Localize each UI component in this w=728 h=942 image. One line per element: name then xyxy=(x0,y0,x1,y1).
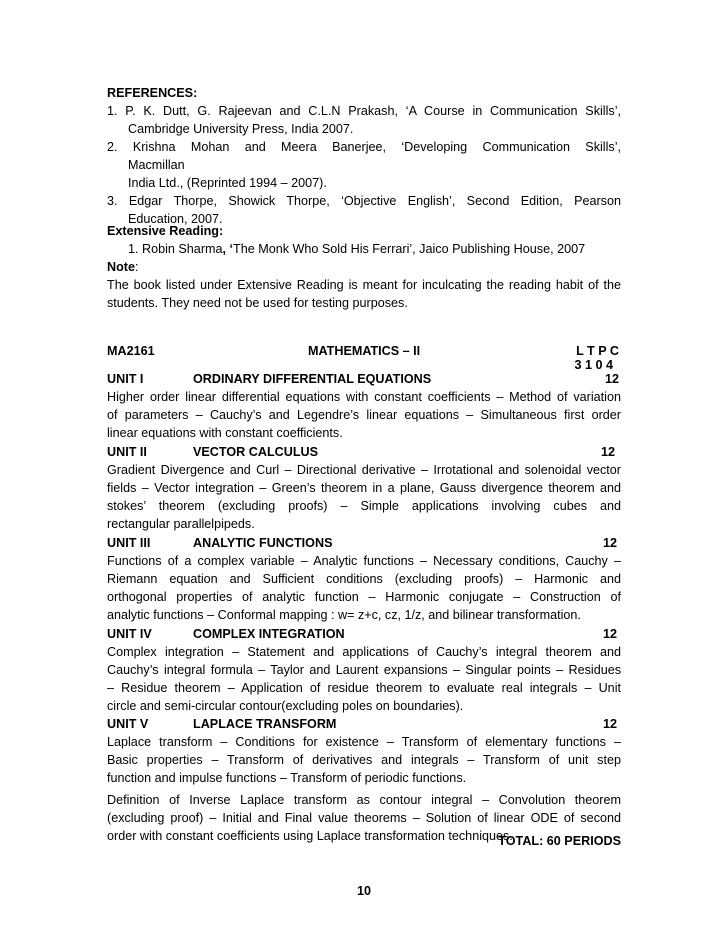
unit-3-line-3: orthogonal properties of analytic function – Harmonic conjugate – Construction of xyxy=(107,590,621,604)
unit-2-header xyxy=(107,443,621,461)
note-section xyxy=(107,258,621,312)
unit-5-line-3: function and impulse functions – Transform of periodic functions. xyxy=(107,771,467,785)
unit-1-section xyxy=(107,370,621,442)
reference-2-line-2: Macmillan xyxy=(128,158,185,172)
unit-2-section xyxy=(107,443,621,533)
reference-1-line-2: Cambridge University Press, India 2007. xyxy=(128,122,354,136)
extensive-reading-heading: Extensive Reading: xyxy=(107,224,224,238)
unit-5-para2-line-2: (excluding proof) – Initial and Final value theorems – Solution of linear ODE of second xyxy=(107,811,621,825)
unit-3-title: ANALYTIC FUNCTIONS xyxy=(193,536,333,550)
unit-2-title: VECTOR CALCULUS xyxy=(193,445,319,459)
unit-3-header xyxy=(107,534,621,552)
ltpc-label: L T P C xyxy=(576,344,619,358)
reference-2-line-3: India Ltd., (Reprinted 1994 – 2007). xyxy=(128,176,327,190)
unit-4-line-1: Complex integration – Statement and applications of Cauchy’s integral theorem and xyxy=(107,645,621,659)
note-line-2: students. They need not be used for testing purposes. xyxy=(107,296,408,310)
extensive-reading-section xyxy=(107,222,621,258)
ltpc-values: 3 1 0 4 xyxy=(574,358,613,372)
reference-3-line-2: Education, 2007. xyxy=(128,212,223,226)
unit-2-line-4: rectangular parallelpipeds. xyxy=(107,517,255,531)
unit-5-line-2: Basic properties – Transform of derivatives and integrals – Transform of unit step xyxy=(107,753,621,767)
unit-4-line-2: Cauchy’s integral formula – Taylor and Laurent expansions – Singular points – Residues xyxy=(107,663,621,677)
references-section xyxy=(107,84,621,228)
unit-1-line-2: of parameters – Cauchy’s and Legendre’s linear equations – Simultaneous first order xyxy=(107,408,621,422)
unit-1-header xyxy=(107,370,621,388)
reference-2-line-1: 2. Krishna Mohan and Meera Banerjee, ‘Developing Communication Skills’, xyxy=(107,140,621,154)
extensive-item-sep: , ‘ xyxy=(222,242,234,256)
unit-4-label: UNIT IV xyxy=(107,627,152,641)
unit-4-header xyxy=(107,625,621,643)
unit-4-title: COMPLEX INTEGRATION xyxy=(193,627,345,641)
unit-5-title: LAPLACE TRANSFORM xyxy=(193,717,337,731)
unit-2-line-3: stokes’ theorem (excluding proofs) – Simple applications involving cubes and xyxy=(107,499,621,513)
unit-2-label: UNIT II xyxy=(107,445,147,459)
unit-3-line-1: Functions of a complex variable – Analytic functions – Necessary conditions, Cauchy – xyxy=(107,554,621,568)
total-periods: TOTAL: 60 PERIODS xyxy=(498,834,621,848)
references-heading: REFERENCES: xyxy=(107,86,198,100)
note-colon: : xyxy=(135,260,139,274)
unit-3-line-2: Riemann equation and Sufficient conditions (excluding proofs) – Harmonic and xyxy=(107,572,621,586)
unit-5-para2-line-1: Definition of Inverse Laplace transform as contour integral – Convolution theorem xyxy=(107,793,621,807)
unit-5-label: UNIT V xyxy=(107,717,149,731)
unit-4-line-3: – Residue theorem – Application of residue theorem to evaluate real integrals – Unit xyxy=(107,681,621,695)
extensive-reading-item xyxy=(107,240,621,258)
unit-4-line-4: circle and semi-circular contour(excluding poles on boundaries). xyxy=(107,699,464,713)
unit-3-label: UNIT III xyxy=(107,536,151,550)
unit-3-hours: 12 xyxy=(602,536,617,550)
course-code: MA2161 xyxy=(107,344,155,358)
page-number: 10 xyxy=(356,884,371,898)
unit-5-header xyxy=(107,715,621,733)
unit-1-title: ORDINARY DIFFERENTIAL EQUATIONS xyxy=(193,372,432,386)
unit-1-line-3: linear equations with constant coefficients. xyxy=(107,426,343,440)
unit-1-line-1: Higher order linear differential equations with constant coefficients – Method of variation xyxy=(107,390,621,404)
unit-3-section xyxy=(107,534,621,624)
unit-5-line-1: Laplace transform – Conditions for existence – Transform of elementary functions – xyxy=(107,735,621,749)
note-label: Note xyxy=(107,260,135,274)
unit-2-hours: 12 xyxy=(600,445,615,459)
note-line-1: The book listed under Extensive Reading is meant for inculcating the reading habit of the xyxy=(107,278,621,292)
unit-1-hours: 12 xyxy=(604,372,619,386)
reference-3-line-1: 3. Edgar Thorpe, Showick Thorpe, ‘Objective English’, Second Edition, Pearson xyxy=(107,194,621,208)
unit-5-hours: 12 xyxy=(602,717,617,731)
reference-1-line-1: 1. P. K. Dutt, G. Rajeevan and C.L.N Prakash, ‘A Course in Communication Skills’, xyxy=(107,104,621,118)
unit-4-hours: 12 xyxy=(602,627,617,641)
unit-4-section xyxy=(107,625,621,715)
extensive-item-title: The Monk Who Sold His Ferrari’, Jaico Publishing House, 2007 xyxy=(233,242,586,256)
unit-5-para2-line-3: order with constant coefficients using Laplace transformation techniques. xyxy=(107,829,513,843)
unit-2-line-1: Gradient Divergence and Curl – Directional derivative – Irrotational and solenoidal vector xyxy=(107,463,621,477)
course-title: MATHEMATICS – II xyxy=(308,344,421,358)
note-heading xyxy=(107,258,621,276)
extensive-item-author: 1. Robin Sharma xyxy=(128,242,223,256)
unit-5-section xyxy=(107,715,621,845)
unit-2-line-2: fields – Vector integration – Green’s theorem in a plane, Gauss divergence theorem and xyxy=(107,481,621,495)
unit-3-line-4: analytic functions – Conformal mapping : w= z+c, cz, 1/z, and bilinear transformation. xyxy=(107,608,581,622)
unit-1-label: UNIT I xyxy=(107,372,144,386)
